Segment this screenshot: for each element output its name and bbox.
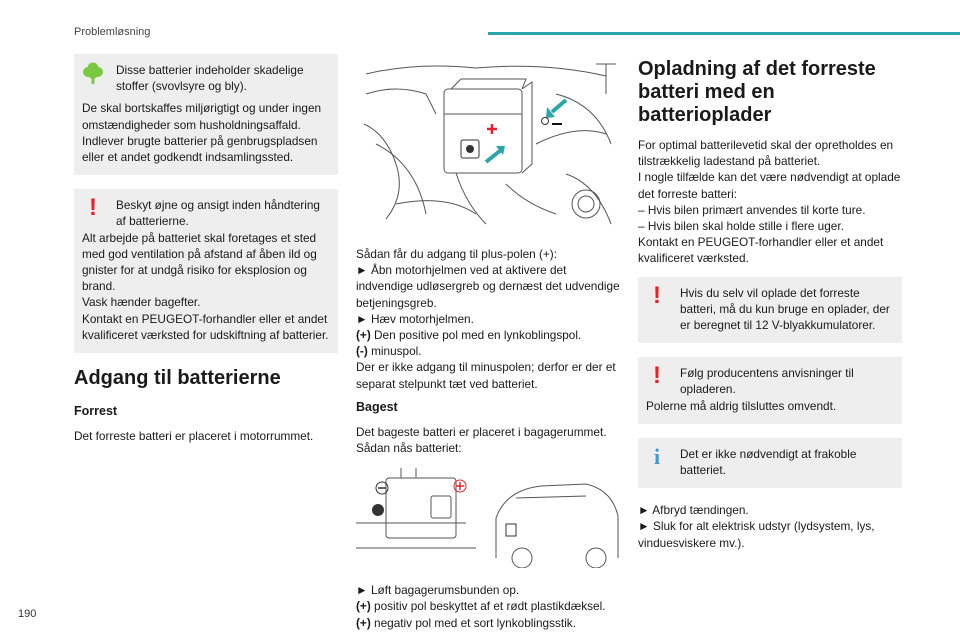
charging-case-parked: – Hvis bilen skal holde stille i flere uger. <box>638 219 844 234</box>
warning-contact: Kontakt en PEUGEOT-forhandler eller et andet kvalificeret værksted for udskiftning af batterier. <box>82 311 329 342</box>
rear-battery-access: Sådan nås batteriet: <box>356 441 462 456</box>
warning-box-instructions <box>638 357 902 424</box>
subheading-rear: Bagest <box>356 399 398 414</box>
rear-negative-text: negativ pol med et sort lynkoblingsstik. <box>370 615 576 630</box>
warning-icon: ! <box>653 281 661 309</box>
negative-pole-line <box>356 343 620 359</box>
warning-box-protection <box>74 189 338 353</box>
section-title: Problemløsning <box>74 26 151 38</box>
warning-ventilation: Alt arbejde på batteriet skal foretages et sted med god ventilation på afstand af åben ild og gnister for at undgå risiko for eksplosion og brand. <box>82 230 317 294</box>
positive-pole-label: (+) <box>356 328 371 343</box>
column-middle <box>356 54 620 631</box>
instructions-text: Følg producentens anvisninger til opladeren. <box>680 366 854 397</box>
info-icon: i <box>653 443 661 469</box>
ground-point-note: Der er ikke adgang til minuspolen; derfor er der et separat stelpunkt tæt ved batteriet. <box>356 360 616 391</box>
recycle-note-text: De skal bortskaffes miljørigtigt og under ingen omstændigheder som husholdningsaffald. Indlever brugte batterier på genbrugspladsen eller et andet godkendt indsamlingssted. <box>82 101 322 165</box>
charging-contact: Kontakt en PEUGEOT-forhandler eller et andet kvalificeret værksted. <box>638 235 884 266</box>
rear-battery-location: Det bageste batteri er placeret i bagagerummet. <box>356 424 607 439</box>
page-number: 190 <box>18 608 37 620</box>
step-electrical-off: ► Sluk for alt elektrisk udstyr (lydsystem, lys, vinduesviskere mv.). <box>638 519 875 550</box>
warning-icon: ! <box>89 194 97 222</box>
recycle-note-box <box>74 54 338 175</box>
rear-negative-line <box>356 615 620 631</box>
rear-positive-label: (+) <box>356 599 371 614</box>
step-open-hood: ► Åbn motorhjelmen ved at aktivere det indvendige udløsergreb og dernæst det udvendige betjeningsgreb. <box>356 263 620 310</box>
column-left <box>74 54 338 450</box>
negative-pole-text: minuspol. <box>367 344 422 359</box>
plus-terminal-icon <box>487 124 497 134</box>
rear-battery-illustration <box>356 468 620 568</box>
plus-access-intro: Sådan får du adgang til plus-polen (+): <box>356 247 558 261</box>
front-battery-text: Det forreste batteri er placeret i motorrummet. <box>74 429 314 444</box>
rear-positive-line <box>356 598 620 614</box>
tree-recycle-icon <box>82 62 104 84</box>
charger-type-text: Hvis du selv vil oplade det forreste batteri, må du kun bruge en oplader, der er beregnet til 12 V-blyakkumulatorer. <box>680 285 890 333</box>
charging-case-short-trips: – Hvis bilen primært anvendes til korte ture. <box>638 202 866 217</box>
warning-wash-hands: Vask hænder bagefter. <box>82 295 201 310</box>
engine-bay-illustration <box>356 54 620 232</box>
warning-box-charger-type <box>638 277 902 344</box>
recycle-note-first: Disse batterier indeholder skadelige stoffer (svovlsyre og bly). <box>116 63 304 94</box>
rear-negative-label: (+) <box>356 615 371 630</box>
step-raise-hood: ► Hæv motorhjelmen. <box>356 311 474 326</box>
polarity-text: Polerne må aldrig tilsluttes omvendt. <box>646 398 837 413</box>
info-box-disconnect <box>638 438 902 488</box>
negative-pole-label: (-) <box>356 344 368 359</box>
positive-pole-line <box>356 327 620 343</box>
column-right <box>638 58 902 551</box>
positive-pole-text: Den positive pol med en lynkoblingspol. <box>370 328 582 343</box>
rear-positive-text: positiv pol beskyttet af et rødt plastikdæksel. <box>370 599 606 614</box>
header-accent-bar <box>488 32 960 35</box>
step-lift-floor: ► Løft bagagerumsbunden op. <box>356 583 520 598</box>
step-ignition-off: ► Afbryd tændingen. <box>638 503 749 518</box>
warning-first: Beskyt øjne og ansigt inden håndtering af batterierne. <box>116 198 320 229</box>
disconnect-text: Det er ikke nødvendigt at frakoble batteriet. <box>680 446 857 478</box>
warning-icon: ! <box>653 362 661 390</box>
section-heading-access: Adgang til batterierne <box>74 367 281 390</box>
charging-intro: For optimal batterilevetid skal der opretholdes en tilstrækkelig ladestand på batteriet. <box>638 138 894 169</box>
subheading-front: Forrest <box>74 404 118 419</box>
section-heading-charging: Opladning af det forreste batteri med en batterioplader <box>638 58 876 126</box>
charging-need: I nogle tilfælde kan det være nødvendigt at oplade det forreste batteri: <box>638 170 901 201</box>
